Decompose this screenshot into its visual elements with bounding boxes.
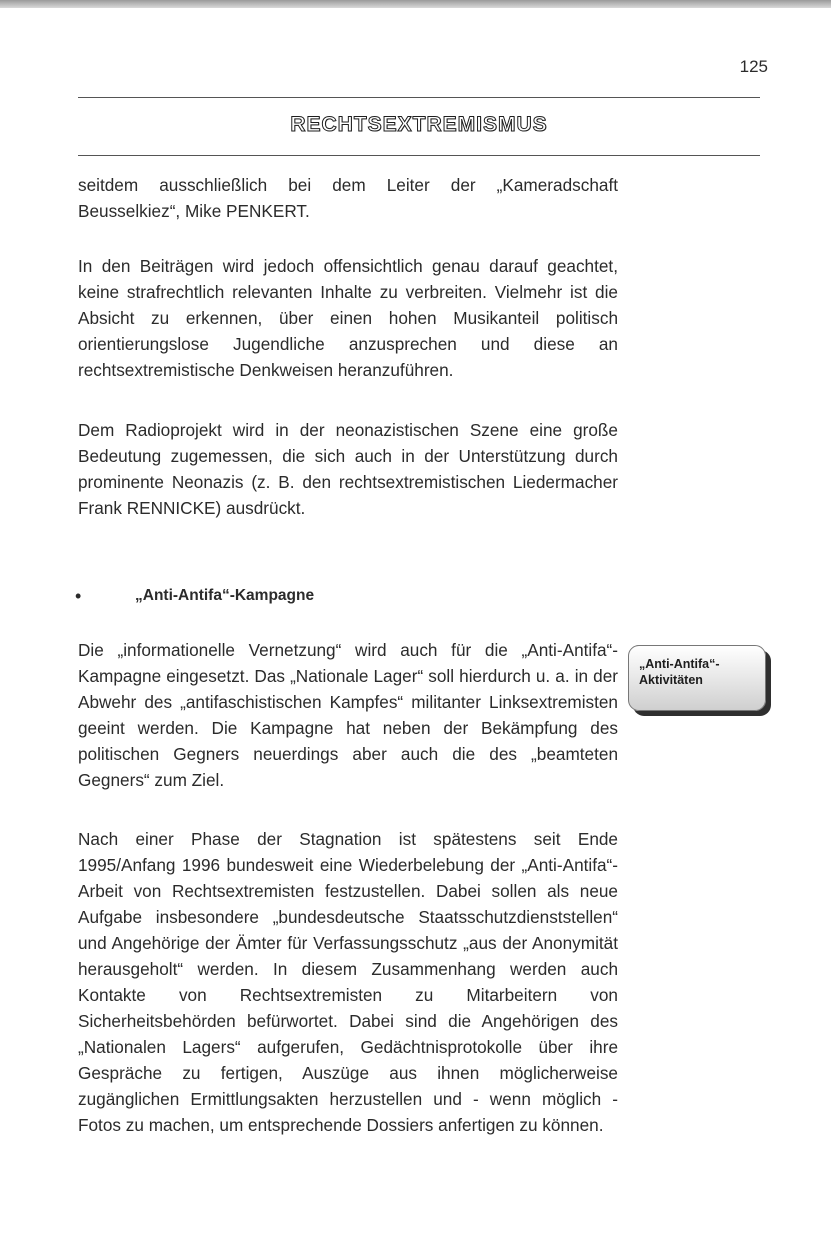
page-number: 125 [739, 57, 768, 76]
paragraph: Dem Radioprojekt wird in der neonazistischen Szene eine große Bedeutung zugemessen, die sich auch in der Unterstützung durch prominente Neonazis (z. B. den rechtsextremistischen Liedermacher Frank RENNICKE) ausdrückt. [78, 420, 618, 518]
scan-edge [0, 0, 831, 8]
bullet-marker: • [75, 586, 82, 606]
margin-note-line: Aktivitäten [639, 673, 703, 687]
header-rule-top [78, 97, 760, 98]
margin-note-line: „Anti-Antifa“- [639, 657, 720, 671]
section-heading: „Anti-Antifa“-Kampagne [135, 587, 315, 604]
paragraph: Die „informationelle Vernetzung“ wird auch für die „Anti-Antifa“-Kampagne eingesetzt. Das „Nationale Lager“ soll hierdurch u. a. in der Abwehr des „antifaschistischen Kampfes“ militanter Linksextremisten geeint werden. Die Kampagne hat neben der Bekämpfung des politischen Gegners neuerdings aber auch die des „beamteten Gegners“ zum Ziel. [78, 640, 618, 790]
running-head: RECHTSEXTREMISMUS [290, 113, 548, 136]
paragraph: seitdem ausschließlich bei dem Leiter der „Kameradschaft Beusselkiez“, Mike PENKERT. [78, 175, 618, 221]
paragraph: In den Beiträgen wird jedoch offensichtlich genau darauf geachtet, keine strafrechtlich relevanten Inhalte zu verbreiten. Vielmehr ist die Absicht zu erkennen, über einen hohen Musikanteil politisch orientierungslose Jugendliche anzusprechen und diese an rechtsextremistische Denkweisen heranzuführen. [78, 256, 618, 380]
header-rule-bottom [78, 155, 760, 156]
margin-note [628, 645, 766, 711]
paragraph: Nach einer Phase der Stagnation ist spätestens seit Ende 1995/Anfang 1996 bundesweit eine Wiederbelebung der „Anti-Antifa“-Arbeit von Rechtsextremisten festzustellen. Dabei sollen als neue Aufgabe insbesondere „bundesdeutsche Staatsschutzdienststellen“ und Angehörige der Ämter für Verfassungsschutz „aus der Anonymität herausgeholt“ werden. In diesem Zusammenhang werden auch Kontakte von Rechtsextremisten zu Mitarbeitern von Sicherheitsbehörden befürwortet. Dabei sind die Angehörigen des „Nationalen Lagers“ aufgerufen, Gedächtnisprotokolle über ihre Gespräche zu fertigen, Auszüge aus ihnen möglicherweise zugänglichen Ermittlungsakten herzustellen und - wenn möglich - Fotos zu machen, um entsprechende Dossiers anfertigen zu können. [78, 829, 618, 1135]
